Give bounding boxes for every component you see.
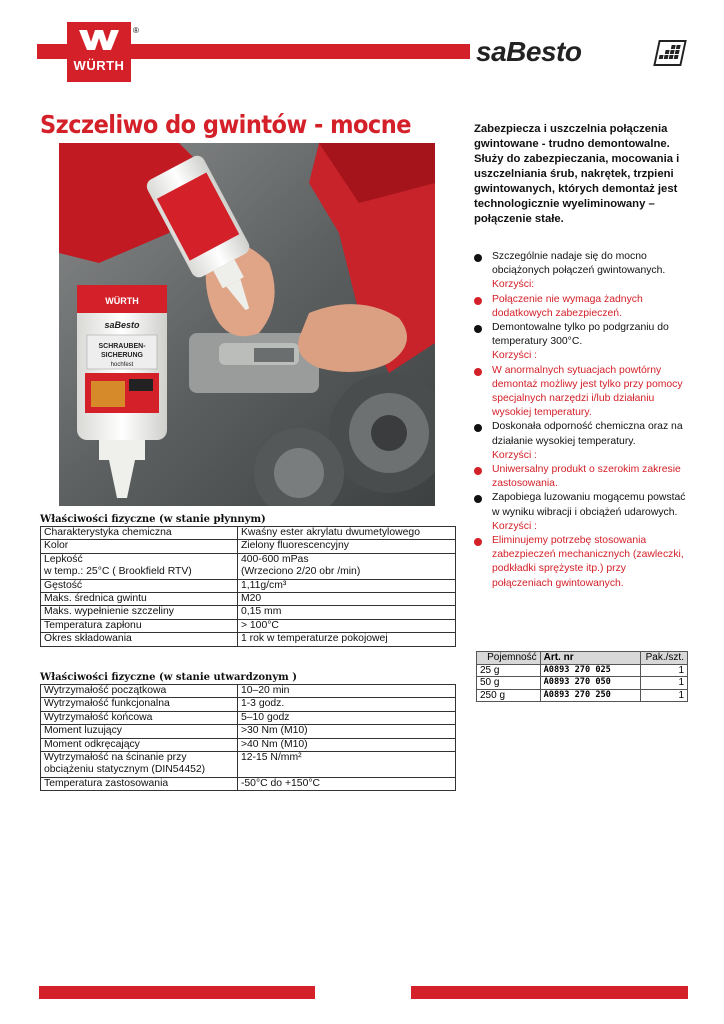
property-name: Lepkość w temp.: 25°C ( Brookfield RTV) xyxy=(41,553,238,579)
feature-item: Uniwersalny produkt o szerokim zakresie zastosowania. xyxy=(474,463,689,491)
property-name: Maks. średnica gwintu xyxy=(41,593,238,606)
property-name: Okres składowania xyxy=(41,633,238,646)
property-value: >40 Nm (M10) xyxy=(237,738,455,751)
intro-text: Zabezpiecza i uszczelnia połączenia gwintowane - trudno demontowalne. Służy do zabezpieczania, mocowania i uszczelniania śrub, nakrętek, trzpieni gwintowanych, których demontaż jest technologicznie wyeliminowany – połączenie stałe. xyxy=(474,123,680,225)
order-table xyxy=(476,651,688,702)
property-name: Wytrzymałość funkcjonalna xyxy=(41,698,238,711)
feature-item: Zapobiega luzowaniu mogącemu powstać w wyniku wibracji i obciążeń udarowych. xyxy=(474,491,689,519)
footer-stripe-right xyxy=(411,986,688,999)
pack-size: 250 g xyxy=(477,689,541,702)
column-header: Pak./szt. xyxy=(640,652,687,665)
cured-properties-table xyxy=(40,684,456,791)
property-name: Wytrzymałość na ścinanie przy obciążeniu statycznym (DIN54452) xyxy=(41,752,238,778)
benefits-label: Korzyści : xyxy=(492,350,538,362)
property-value: -50°C do +150°C xyxy=(237,777,455,790)
property-value: >30 Nm (M10) xyxy=(237,725,455,738)
property-value: 12-15 N/mm² xyxy=(237,752,455,778)
article-number: A0893 270 050 xyxy=(540,677,640,690)
table-row xyxy=(41,698,456,711)
column-header: Art. nr xyxy=(540,652,640,665)
table-row xyxy=(41,527,456,540)
property-name: Temperatura zapłonu xyxy=(41,619,238,632)
article-number: A0893 270 250 xyxy=(540,689,640,702)
table-row xyxy=(41,606,456,619)
bullet-dot-icon xyxy=(474,424,482,432)
bullet-dot-icon xyxy=(474,254,482,262)
property-name: Temperatura zastosowania xyxy=(41,777,238,790)
property-name: Wytrzymałość końcowa xyxy=(41,711,238,724)
property-value: 1,11g/cm³ xyxy=(237,579,455,592)
table-row xyxy=(477,689,688,702)
bullet-dot-icon xyxy=(474,297,482,305)
product-photo xyxy=(59,143,435,506)
bottle-label-product: SCHRAUBEN- xyxy=(98,343,146,350)
table-row xyxy=(41,685,456,698)
property-name: Moment luzujący xyxy=(41,725,238,738)
property-value: 0,15 mm xyxy=(237,606,455,619)
liquid-properties-title: Właściwości fizyczne (w stanie płynnym) xyxy=(40,514,266,525)
benefits-label: Korzyści : xyxy=(492,520,538,532)
bullet-dot-icon xyxy=(474,467,482,475)
table-row xyxy=(41,738,456,751)
pack-size: 50 g xyxy=(477,677,541,690)
property-name: Maks. wypełnienie szczeliny xyxy=(41,606,238,619)
property-value: > 100°C xyxy=(237,619,455,632)
pack-quantity: 1 xyxy=(640,689,687,702)
property-value: M20 xyxy=(237,593,455,606)
feature-item: Połączenie nie wymaga żadnych dodatkowych zabezpieczeń. xyxy=(474,293,689,321)
wurth-logo-text: WÜRTH xyxy=(73,58,125,73)
table-row xyxy=(41,593,456,606)
registered-mark: ® xyxy=(133,26,139,35)
property-value: 10–20 min xyxy=(237,685,455,698)
table-row xyxy=(41,619,456,632)
table-row xyxy=(41,579,456,592)
property-value: 1-3 godz. xyxy=(237,698,455,711)
table-row xyxy=(477,664,688,677)
bullet-dot-icon xyxy=(474,538,482,546)
feature-item: Eliminujemy potrzebę stosowania zabezpieczeń mechanicznych (zawleczki, podkładki sprężyste itp.) przy połączeniach gwintowanych. xyxy=(474,534,689,591)
order-table-header xyxy=(477,652,688,665)
sabesto-grid-icon xyxy=(653,40,687,66)
property-name: Moment odkręcający xyxy=(41,738,238,751)
property-name: Gęstość xyxy=(41,579,238,592)
wurth-w-mark-icon xyxy=(77,28,121,52)
property-value: 400-600 mPas (Wrzeciono 2/20 obr /min) xyxy=(237,553,455,579)
table-row xyxy=(41,777,456,790)
property-value: Zielony fluorescencyjny xyxy=(237,540,455,553)
sabesto-logo xyxy=(470,30,690,74)
footer-stripe-left xyxy=(39,986,315,999)
table-row xyxy=(477,677,688,690)
bullet-dot-icon xyxy=(474,325,482,333)
table-row xyxy=(41,711,456,724)
svg-text:SICHERUNG: SICHERUNG xyxy=(100,352,144,359)
feature-item: Doskonała odporność chemiczna oraz na działanie wysokiej temperatury. xyxy=(474,420,689,448)
property-name: Charakterystyka chemiczna xyxy=(41,527,238,540)
column-header: Pojemność xyxy=(477,652,541,665)
pack-quantity: 1 xyxy=(640,664,687,677)
liquid-properties-table xyxy=(40,526,456,647)
property-value: 5–10 godz xyxy=(237,711,455,724)
cured-properties-title: Właściwości fizyczne (w stanie utwardzonym ) xyxy=(40,672,297,683)
table-row xyxy=(41,752,456,778)
bullet-dot-icon xyxy=(474,368,482,376)
benefits-label: Korzyści: xyxy=(492,279,535,291)
page-title: Szczeliwo do gwintów - mocne xyxy=(40,110,411,139)
wurth-logo xyxy=(67,22,131,82)
table-row xyxy=(41,540,456,553)
article-number: A0893 270 025 xyxy=(540,664,640,677)
table-row xyxy=(41,725,456,738)
pack-size: 25 g xyxy=(477,664,541,677)
feature-item: Szczególnie nadaje się do mocno obciążonych połączeń gwintowanych. xyxy=(474,250,689,278)
property-name: Wytrzymałość początkowa xyxy=(41,685,238,698)
table-row xyxy=(41,553,456,579)
property-value: Kwaśny ester akrylatu dwumetylowego xyxy=(237,527,455,540)
benefits-label: Korzyści : xyxy=(492,449,538,461)
feature-item: Demontowalne tylko po podgrzaniu do temperatury 300°C. xyxy=(474,321,689,349)
table-row xyxy=(41,633,456,646)
bullet-dot-icon xyxy=(474,495,482,503)
feature-list xyxy=(474,250,689,591)
property-name: Kolor xyxy=(41,540,238,553)
sabesto-logo-text: saBesto xyxy=(476,36,582,67)
bottle-label-line: saBesto xyxy=(104,320,140,330)
product-photo-illustration xyxy=(59,143,435,506)
property-value: 1 rok w temperaturze pokojowej xyxy=(237,633,455,646)
pack-quantity: 1 xyxy=(640,677,687,690)
bottle-label-variant: hochfest xyxy=(110,362,134,368)
bottle-label-brand: WÜRTH xyxy=(105,296,139,306)
feature-item: W anormalnych sytuacjach powtórny demontaż możliwy jest tylko przy pomocy specjalnych narzędzi i/lub działaniu wysokiej temperatury. xyxy=(474,364,689,421)
